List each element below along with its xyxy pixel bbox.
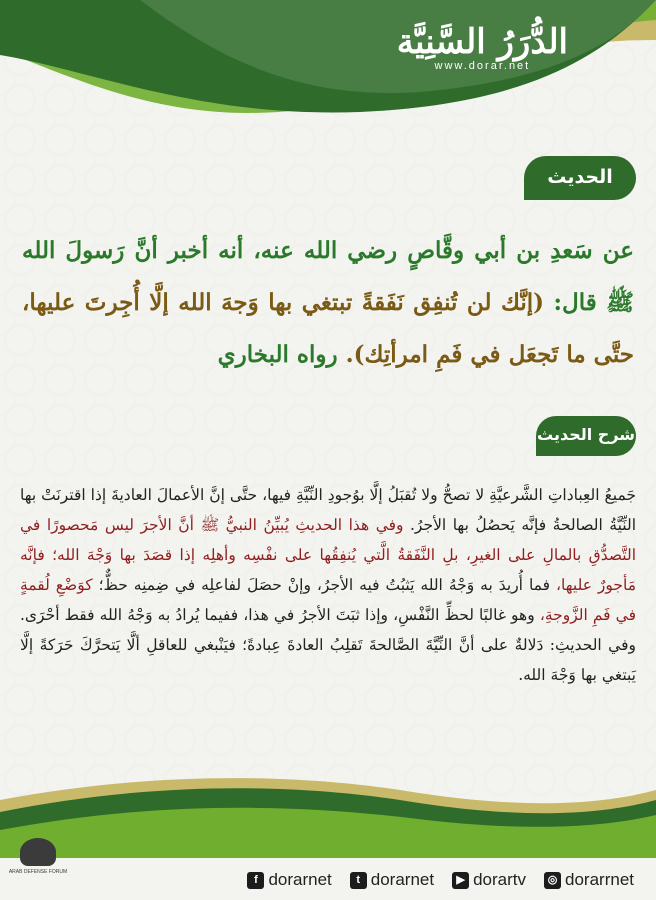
emblem-mark-icon	[20, 838, 56, 866]
twitter-icon: t	[350, 872, 367, 889]
social-handle: dorartv	[473, 870, 527, 889]
logo-url: www.dorar.net	[434, 60, 531, 72]
sharh-part-3: فما أُريدَ به وَجْهُ الله يَثبُتُ فيه الأجرُ، وإنْ حصَلَ لفاعلِه في ضِمنِه حظٌّ؛	[92, 576, 557, 594]
facebook-icon: f	[247, 872, 264, 889]
social-link-youtube[interactable]	[452, 870, 526, 890]
sharh-part-1: جَميعُ العِباداتِ الشَّرعيَّةِ لا تصحُّ ولا تُقبَلُ إلَّا بوُجودِ النِّيَّةِ فيها، حتَّى إنَّ الأعمالَ العاديةَ إذا اقترنَتْ بها النِّيَّةُ الصالحةُ فإنَّه يَحصُلُ بها الأجرُ.	[20, 486, 637, 534]
hadith-source: رواه البخاري	[217, 341, 346, 368]
forum-emblem	[6, 838, 70, 896]
emblem-text: ARAB DEFENSE FORUM	[8, 869, 68, 875]
hadith-intro: عن سَعدِ بن أبي وقَّاصٍ رضي الله عنه، أنه أخبر أنَّ رَسولَ الله ﷺ قال:	[22, 237, 634, 316]
social-handle: dorarnet	[370, 870, 435, 889]
sharh-part-4: كوَضْعِ لُقمةٍ في فَمِ الزَّوجةِ،	[20, 576, 636, 624]
social-link-twitter[interactable]	[350, 870, 434, 890]
social-links	[247, 870, 634, 890]
sharh-part-5: وهو غالبًا لحظِّ النَّفْسِ، وإذا ثبَتَ الأجرُ في هذا، ففيما يُرادُ به وَجْهُ الله فقط أحْرَى. وفي الحديثِ: دَلالةٌ على أنَّ النِّيَّةَ الصَّالحةَ تَقلِبُ العادةَ عِبادةً؛ فيَنْبغي للعاقلِ ألَّا يَتحرَّكَ حَرَكةً إلَّا يَبتغي بها وَجْهَ الله.	[20, 606, 636, 684]
sharh-section-badge: شرح الحديث	[536, 416, 636, 456]
youtube-icon: ▶	[452, 872, 469, 889]
social-handle: dorarnet	[268, 870, 332, 889]
dorar-logo[interactable]	[397, 22, 568, 72]
social-link-instagram[interactable]	[544, 870, 634, 890]
social-link-facebook[interactable]	[247, 870, 331, 890]
sharh-part-2: وفي هذا الحديثِ يُبيِّنُ النبيُّ ﷺ أنَّ الأجرَ ليس مَحصورًا في التَّصدُّقِ بالمالِ على الغيرِ، بلِ النَّفَقةُ الَّتي يُنفِقُها على نفْسِه وأهلِه إذا قصَدَ بها وَجْهَ الله؛ فإنَّه مَأجورٌ عليها،	[20, 516, 637, 594]
hadith-quote: (إنَّك لن تُنفِق نَفَقةً تبتغي بها وَجهَ الله إلَّا أُجِرتَ عليها، حتَّى ما تَجعَل في فَمِ امرأتِك).	[22, 289, 634, 368]
instagram-icon: ◎	[544, 872, 561, 889]
logo-arabic-text: الدُّرَرُ السَّنِيَّة	[396, 22, 568, 62]
hadith-text	[22, 225, 634, 381]
sharh-text	[20, 480, 636, 690]
hadith-section-badge: الحديث	[524, 156, 636, 200]
social-handle: dorarrnet	[565, 870, 634, 889]
